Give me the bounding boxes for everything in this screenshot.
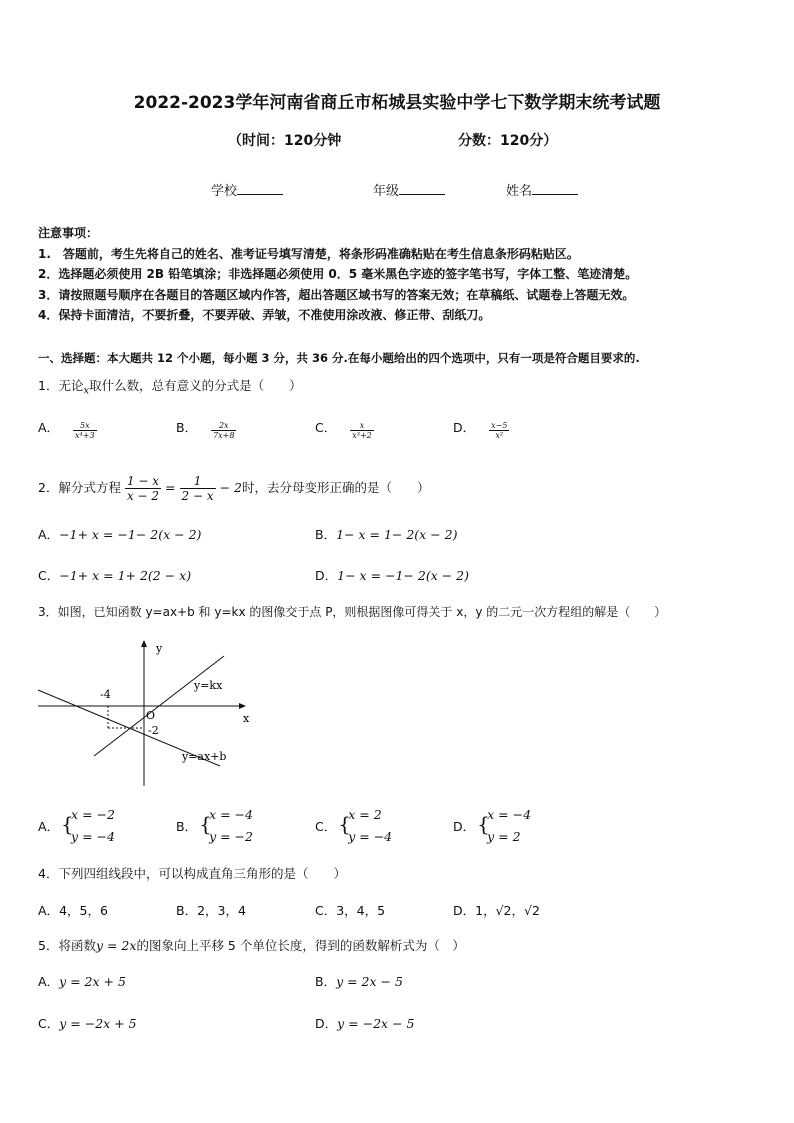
denominator: 7x+8 (213, 431, 235, 440)
q4-option-a[interactable] (38, 901, 108, 919)
origin-label: O (146, 709, 156, 722)
q2-tail: − 2 (219, 480, 242, 495)
option-label: C． (315, 420, 337, 435)
fraction (350, 421, 374, 440)
school-field[interactable] (211, 180, 283, 199)
y-mark-label: -2 (148, 724, 159, 737)
q5-function: y = 2x (95, 938, 137, 953)
numerator: 5x (73, 421, 97, 431)
grade-label: 年级 (373, 184, 400, 199)
q4-option-b[interactable] (176, 901, 246, 919)
numerator: 1 − x (126, 474, 160, 488)
q1-stem-a: 1．无论 (38, 378, 84, 393)
axb-label: y=ax+b (182, 750, 227, 763)
q3-graph (36, 638, 256, 788)
option-label: B． (176, 420, 198, 435)
notice-item: 3．请按照题号顺序在各题目的答题区域内作答，超出答题区域书写的答案无效；在草稿纸、试题卷上答题无效。 (38, 288, 635, 302)
q2-option-a[interactable] (38, 525, 201, 543)
notice-item: 4．保持卡面清洁，不要折叠，不要弄破、弄皱，不准使用涂改液、修正带、刮纸刀。 (38, 308, 491, 322)
system-row: x = −4 (487, 807, 532, 822)
option-expr: −1+ x = −1− 2(x − 2) (59, 527, 202, 542)
option-label: D． (453, 819, 476, 834)
question-1 (38, 376, 302, 397)
numerator: 1 (180, 474, 216, 489)
option-label: C． (38, 1016, 60, 1031)
denominator: 2 − x (181, 489, 214, 503)
option-text: 4，5，6 (59, 903, 108, 918)
denominator: x − 2 (126, 489, 160, 503)
q2-option-c[interactable] (38, 566, 191, 584)
option-label: D． (453, 420, 476, 435)
option-expr: 1− x = −1− 2(x − 2) (337, 568, 470, 583)
option-label: C． (38, 568, 60, 583)
system-row: x = 2 (348, 807, 382, 822)
equation-system (201, 804, 253, 848)
q2-fraction-left (125, 474, 161, 503)
option-text: 3，4，5 (336, 903, 386, 918)
denominator: x³+2 (352, 431, 372, 440)
option-expr: −1+ x = 1+ 2(2 − x) (59, 568, 192, 583)
option-expr: y = 2x + 5 (59, 974, 126, 989)
q2-option-b[interactable] (315, 525, 457, 543)
q5-option-b[interactable] (315, 972, 403, 990)
q2-option-d[interactable] (315, 566, 469, 584)
fraction (489, 421, 509, 440)
q2-stem-b: 时，去分母变形正确的是（ ） (241, 480, 430, 495)
option-text: 1，√2，√2 (475, 903, 540, 918)
brace-icon: { (61, 812, 74, 836)
system-row: y = −4 (71, 829, 115, 844)
kx-label: y=kx (194, 679, 223, 692)
q5-option-d[interactable] (315, 1014, 414, 1032)
y-axis-arrow-icon (141, 640, 147, 647)
fraction (211, 421, 236, 440)
q1-option-c[interactable] (315, 417, 374, 440)
grade-field[interactable] (373, 180, 445, 199)
equals-sign: = (165, 480, 176, 495)
q5-stem-b: 的图象向上平移 5 个单位长度，得到的函数解析式为（ ） (136, 938, 465, 953)
option-label: C． (315, 819, 337, 834)
q3-option-d[interactable] (453, 804, 531, 848)
q1-option-d[interactable] (453, 417, 509, 440)
q5-option-a[interactable] (38, 972, 126, 990)
y-axis-label: y (156, 642, 163, 655)
option-text: 2，3，4 (197, 903, 246, 918)
exam-time: （时间：120分钟 (228, 133, 342, 149)
option-label: B． (315, 527, 337, 542)
q1-option-b[interactable] (176, 417, 236, 440)
q4-option-c[interactable] (315, 901, 385, 919)
option-label: B． (176, 819, 198, 834)
question-5 (38, 936, 465, 954)
denominator: x⁴+3 (75, 431, 95, 440)
option-label: A． (38, 819, 60, 834)
section-heading: 一、选择题：本大题共 12 个小题，每小题 3 分，共 36 分.在每小题给出的四个选项中，只有一项是符合题目要求的. (38, 351, 640, 365)
name-blank[interactable] (532, 182, 578, 195)
notice-title: 注意事项： (38, 226, 99, 240)
question-2 (38, 474, 430, 503)
option-label: A． (38, 974, 60, 989)
numerator: x−5 (491, 421, 508, 430)
q1-stem-b: 取什么数，总有意义的分式是（ ） (89, 378, 302, 393)
q5-stem-a: 5．将函数 (38, 938, 96, 953)
equation-system (340, 804, 392, 848)
notice-item: 1. 答题前，考生先将自己的姓名、准考证号填写清楚，将条形码准确粘贴在考生信息条形码粘贴区。 (38, 247, 579, 261)
option-label: D． (315, 1016, 338, 1031)
name-label: 姓名 (506, 184, 533, 199)
q2-fraction-right (180, 474, 216, 503)
q4-option-d[interactable] (453, 901, 540, 919)
option-expr: 1− x = 1− 2(x − 2) (336, 527, 458, 542)
q3-option-a[interactable] (38, 804, 115, 848)
option-expr: y = −2x + 5 (59, 1016, 137, 1031)
exam-score: 分数：120分） (458, 133, 558, 149)
school-blank[interactable] (237, 182, 283, 195)
option-expr: y = −2x − 5 (337, 1016, 415, 1031)
option-label: A． (38, 527, 60, 542)
option-label: A． (38, 420, 60, 435)
option-label: D． (453, 903, 476, 918)
system-row: y = 2 (487, 829, 521, 844)
numerator: 2x (211, 421, 236, 431)
x-axis-arrow-icon (239, 703, 246, 709)
question-4: 4．下列四组线段中，可以构成直角三角形的是（ ） (38, 866, 346, 881)
system-row: y = −4 (348, 829, 393, 844)
name-field[interactable] (506, 180, 578, 199)
system-row: y = −2 (209, 829, 253, 844)
brace-icon: { (477, 812, 490, 836)
system-row: x = −4 (209, 807, 253, 822)
equation-system (479, 804, 531, 848)
numerator: x (350, 421, 374, 431)
option-label: B． (315, 974, 337, 989)
equation-system (63, 804, 115, 848)
option-label: A． (38, 903, 60, 918)
x-axis-label: x (243, 712, 250, 725)
grade-blank[interactable] (399, 182, 445, 195)
option-label: C． (315, 903, 337, 918)
q1-option-a[interactable] (38, 417, 97, 440)
q1-var: x (83, 385, 90, 397)
brace-icon: { (199, 812, 212, 836)
option-expr: y = 2x − 5 (336, 974, 403, 989)
q2-stem-a: 2．解分式方程 (38, 480, 121, 495)
q5-option-c[interactable] (38, 1014, 137, 1032)
option-label: D． (315, 568, 338, 583)
denominator: x² (495, 431, 504, 440)
q3-option-b[interactable] (176, 804, 253, 848)
notice-item: 2．选择题必须使用 2B 铅笔填涂；非选择题必须使用 0．5 毫米黑色字迹的签字笔书写，字体工整、笔迹清楚。 (38, 267, 638, 281)
system-row: x = −2 (71, 807, 115, 822)
x-mark-label: -4 (100, 688, 111, 701)
q3-option-c[interactable] (315, 804, 392, 848)
fraction (73, 421, 97, 440)
page-title: 2022-2023学年河南省商丘市柘城县实验中学七下数学期末统考试题 (133, 93, 661, 113)
question-3: 3．如图，已知函数 y=ax+b 和 y=kx 的图像交于点 P，则根据图像可得关于 x，y 的二元一次方程组的解是（ ） (38, 605, 667, 619)
brace-icon: { (338, 812, 351, 836)
school-label: 学校 (211, 184, 238, 199)
option-label: B． (176, 903, 198, 918)
